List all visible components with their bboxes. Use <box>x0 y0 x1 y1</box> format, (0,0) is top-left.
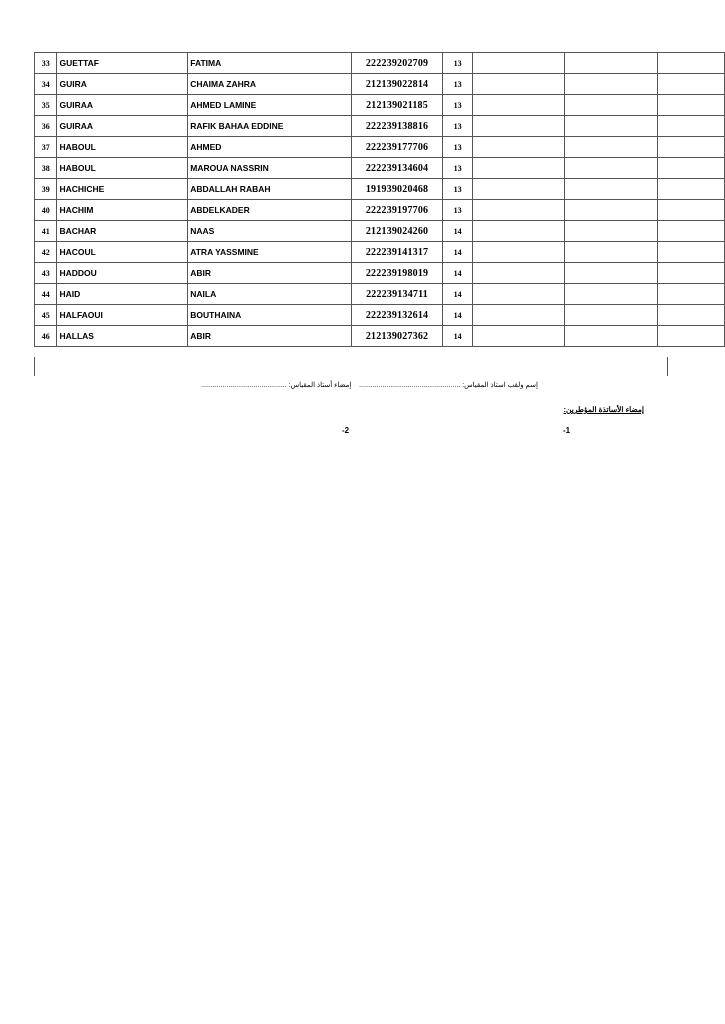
empty-cell <box>657 263 724 284</box>
first-name: ABIR <box>188 326 351 347</box>
student-id: 212139024260 <box>351 221 443 242</box>
row-number: 34 <box>35 74 57 95</box>
table-row <box>35 158 725 179</box>
empty-cell <box>657 326 724 347</box>
student-table-body <box>35 53 725 347</box>
empty-cell <box>565 200 657 221</box>
last-name: HACHIM <box>57 200 188 221</box>
teacher-signature-dots: ............................................ <box>201 382 287 389</box>
row-number: 40 <box>35 200 57 221</box>
group-number: 14 <box>443 305 472 326</box>
group-number: 13 <box>443 137 472 158</box>
empty-cell <box>472 284 564 305</box>
last-name: HABOUL <box>57 137 188 158</box>
first-name: CHAIMA ZAHRA <box>188 74 351 95</box>
empty-cell <box>565 158 657 179</box>
first-name: NAAS <box>188 221 351 242</box>
group-number: 13 <box>443 200 472 221</box>
teacher-signature-label: إمضاء أستاذ المقياس: <box>288 382 352 389</box>
group-number: 14 <box>443 221 472 242</box>
empty-cell <box>472 116 564 137</box>
table-row <box>35 74 725 95</box>
group-number: 13 <box>443 116 472 137</box>
empty-cell <box>565 116 657 137</box>
empty-cell <box>472 95 564 116</box>
last-name: HACHICHE <box>57 179 188 200</box>
table-border-left <box>34 357 35 376</box>
table-row <box>35 137 725 158</box>
empty-cell <box>565 74 657 95</box>
empty-cell <box>657 137 724 158</box>
last-name: GUIRAA <box>57 116 188 137</box>
table-row <box>35 53 725 74</box>
student-id: 191939020468 <box>351 179 443 200</box>
empty-cell <box>565 179 657 200</box>
first-name: ABIR <box>188 263 351 284</box>
group-number: 14 <box>443 326 472 347</box>
first-name: FATIMA <box>188 53 351 74</box>
group-number: 13 <box>443 74 472 95</box>
student-id: 222239197706 <box>351 200 443 221</box>
first-name: MAROUA NASSRIN <box>188 158 351 179</box>
last-name: HACOUL <box>57 242 188 263</box>
group-number: 13 <box>443 158 472 179</box>
empty-cell <box>472 263 564 284</box>
row-number: 35 <box>35 95 57 116</box>
last-name: BACHAR <box>57 221 188 242</box>
row-number: 42 <box>35 242 57 263</box>
empty-cell <box>565 221 657 242</box>
row-number: 39 <box>35 179 57 200</box>
student-id: 222239198019 <box>351 263 443 284</box>
first-name: RAFIK BAHAA EDDINE <box>188 116 351 137</box>
row-number: 33 <box>35 53 57 74</box>
table-row <box>35 221 725 242</box>
row-number: 38 <box>35 158 57 179</box>
empty-cell <box>472 221 564 242</box>
first-name: ATRA YASSMINE <box>188 242 351 263</box>
empty-cell <box>472 158 564 179</box>
row-number: 46 <box>35 326 57 347</box>
empty-cell <box>657 284 724 305</box>
empty-cell <box>472 74 564 95</box>
table-row <box>35 284 725 305</box>
supervisor-number-2: -2 <box>342 426 350 435</box>
group-number: 14 <box>443 263 472 284</box>
student-id: 212139027362 <box>351 326 443 347</box>
row-number: 45 <box>35 305 57 326</box>
empty-cell <box>657 53 724 74</box>
empty-cell <box>657 242 724 263</box>
empty-cell <box>472 200 564 221</box>
empty-cell <box>657 158 724 179</box>
empty-cell <box>565 242 657 263</box>
row-number: 44 <box>35 284 57 305</box>
table-row <box>35 95 725 116</box>
table-row <box>35 263 725 284</box>
teacher-name-label: إسم ولقب استاذ المقياس: <box>462 382 538 389</box>
student-table <box>34 52 725 347</box>
last-name: HABOUL <box>57 158 188 179</box>
empty-cell <box>657 221 724 242</box>
first-name: ABDALLAH RABAH <box>188 179 351 200</box>
table-row <box>35 305 725 326</box>
group-number: 14 <box>443 242 472 263</box>
last-name: GUIRA <box>57 74 188 95</box>
empty-cell <box>565 326 657 347</box>
empty-cell <box>472 137 564 158</box>
row-number: 36 <box>35 116 57 137</box>
row-number: 37 <box>35 137 57 158</box>
empty-cell <box>657 305 724 326</box>
student-id: 222239141317 <box>351 242 443 263</box>
empty-cell <box>657 200 724 221</box>
last-name: HALFAOUI <box>57 305 188 326</box>
table-row <box>35 179 725 200</box>
student-id: 222239138816 <box>351 116 443 137</box>
empty-cell <box>565 263 657 284</box>
empty-cell <box>565 95 657 116</box>
empty-cell <box>565 305 657 326</box>
first-name: ABDELKADER <box>188 200 351 221</box>
empty-cell <box>565 284 657 305</box>
last-name: GUETTAF <box>57 53 188 74</box>
student-id: 222239134604 <box>351 158 443 179</box>
first-name: AHMED LAMINE <box>188 95 351 116</box>
last-name: GUIRAA <box>57 95 188 116</box>
table-row <box>35 242 725 263</box>
student-id: 222239132614 <box>351 305 443 326</box>
last-name: HAID <box>57 284 188 305</box>
supervisors-signature-label: إمضاء الأساتذة المؤطرين: <box>563 405 644 414</box>
first-name: AHMED <box>188 137 351 158</box>
empty-cell <box>657 179 724 200</box>
table-row <box>35 200 725 221</box>
empty-cell <box>472 242 564 263</box>
supervisor-number-1: -1 <box>563 426 571 435</box>
empty-cell <box>472 305 564 326</box>
last-name: HALLAS <box>57 326 188 347</box>
student-id: 222239202709 <box>351 53 443 74</box>
table-row <box>35 326 725 347</box>
empty-cell <box>565 53 657 74</box>
first-name: BOUTHAINA <box>188 305 351 326</box>
empty-cell <box>657 95 724 116</box>
row-number: 41 <box>35 221 57 242</box>
empty-cell <box>472 179 564 200</box>
empty-cell <box>472 53 564 74</box>
group-number: 14 <box>443 284 472 305</box>
student-id: 212139021185 <box>351 95 443 116</box>
last-name: HADDOU <box>57 263 188 284</box>
signature-line <box>168 381 538 389</box>
empty-cell <box>472 326 564 347</box>
group-number: 13 <box>443 95 472 116</box>
empty-cell <box>657 74 724 95</box>
table-border-right <box>667 357 668 376</box>
group-number: 13 <box>443 179 472 200</box>
row-number: 43 <box>35 263 57 284</box>
student-id: 222239177706 <box>351 137 443 158</box>
first-name: NAILA <box>188 284 351 305</box>
empty-cell <box>565 137 657 158</box>
teacher-name-dots: .................................................... <box>359 382 461 389</box>
empty-cell <box>657 116 724 137</box>
student-id: 222239134711 <box>351 284 443 305</box>
group-number: 13 <box>443 53 472 74</box>
table-row <box>35 116 725 137</box>
student-id: 212139022814 <box>351 74 443 95</box>
